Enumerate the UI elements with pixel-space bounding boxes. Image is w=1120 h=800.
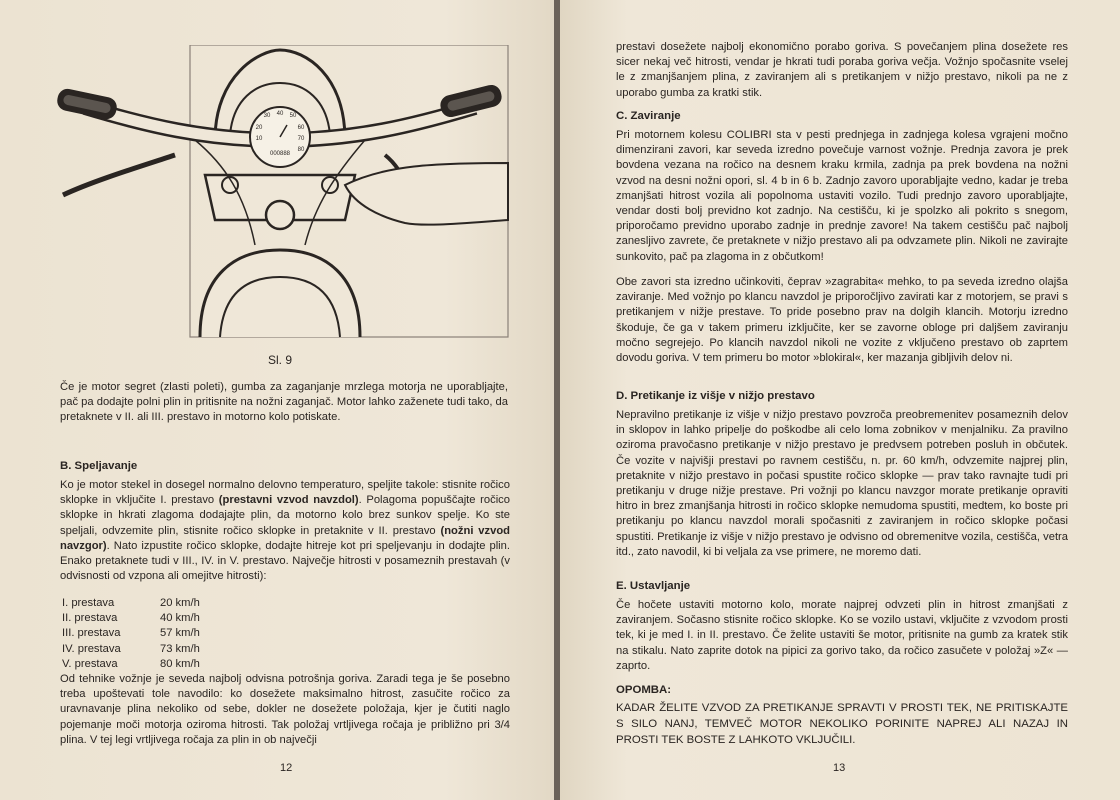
gear-cell: IV. prestava (62, 642, 121, 655)
speed-cell: 20 km/h (160, 597, 200, 609)
speedo-label: 10 (255, 136, 263, 142)
figure-caption: Sl. 9 (268, 353, 293, 367)
section-d-heading: D. Pretikanje iz višje v nižjo prestavo (616, 390, 815, 402)
page-number: 13 (833, 762, 846, 774)
gear-cell: III. prestava (62, 627, 121, 640)
continuation-paragraph (616, 40, 1068, 101)
paragraph-text: Obe zavori sta izredno učinkoviti, čeprav »zagrabita« mehko, to pa seveda izredno olajša zaviranje. Med vožnjo po klancu navzdol je priporočljivo zavirati kar z motorjem, se pravi s pretikanjem v nižje prestave. To pride posebno prav na dolgih klancih. Motorju izredno škoduje, če ga v takem primeru izključite, ker se zavorne obloge pri daljšem zaviranju močno segrejejo. Po klancih navzdol nikoli ne vozite z vključeno prestavo ob zaprtem dovodu goriva. V tem primeru bo motor »blokiral«, ker mazanja gibljivih delov ni. (616, 276, 1068, 365)
left-page (0, 0, 556, 800)
speedo-label: 80 (297, 147, 305, 153)
paragraph-text: Pri motornem kolesu COLIBRI sta v pesti prednjega in zadnjega kolesa vgrajeni močno dimenzirani zavori, kar seveda izredno povečuje varnost vožnje. Prednja zavora je prek bovdena vezana na ročico na desnem kraku krmila, zadnja pa prek bovdena na nožni vzvod na desni nožni opori, sl. 4 b in 6 b. Zadnjo zavoro uporabljajte vedno, kadar je treba zmanjšati hitrost vozila ali popolnoma ustaviti vozilo. Tudi prednjo zavoro uporabljajte, vendar dosti bolj previdno kot zadnjo. Na cestišču, ki je spolzko ali pokrito s snegom, priporočamo previdno uporabo zadnje in prednje zavore! Na takem cestišču pač najbolj zanesljivo zavrete, če pretaknete v nižjo prestavo ali pa odvzamete plin. Nikoli ne zavirajte sunkovito, pač pa zlagoma in z občutkom! (616, 129, 1068, 263)
speedo-label: 70 (297, 136, 305, 142)
paragraph-text: Če je motor segret (zlasti poleti), gumba za zaganjanje mrzlega motorja ne uporabljajte, pač pa dodajte polni plin in pritisnite na nožni zaganjač. Motor lahko zaženete tudi tako, da pretaknete v II. ali III. prestavo in motorno kolo potiskate. (60, 381, 508, 424)
speedo-label: 60 (297, 125, 305, 131)
paragraph-text: Ko je motor stekel in dosegel normalno delovno temperaturo, speljite takole: stisnite ročico sklopke in vključite I. prestavo (60, 479, 510, 507)
gear-cell: II. prestava (62, 612, 118, 625)
speedo-label: 20 (255, 125, 263, 131)
speedo-label: 50 (289, 113, 297, 119)
bold-phrase: (prestavni vzvod navzdol) (218, 494, 359, 507)
speedo-label: 40 (276, 111, 284, 117)
section-c-heading: C. Zaviranje (616, 110, 681, 122)
page-number: 12 (280, 762, 293, 774)
intro-paragraph (60, 380, 508, 426)
table-row (62, 642, 200, 657)
paragraph-text: Če hočete ustaviti motorno kolo, morate najprej odvzeti plin in hitrost zmanjšati z zaviranjem. Sočasno stisnite ročico sklopke. Ko se vozilo ustavi, vključite z vzvodom prosti tek, ki je med I. in II. prestavo. Če želite ustaviti še motor, pritisnite na gumb za kratek stik na stikalu. Nato zaprite dotok na pipici za gorivo tako, da ročico zasučete v položaj »Z« — zaprto. (616, 599, 1068, 672)
section-b-paragraph-1 (60, 478, 510, 584)
table-row (62, 611, 200, 626)
section-b-paragraph-2 (60, 672, 510, 748)
section-e-paragraph (616, 598, 1068, 674)
paragraph-text: Od tehnike vožnje je seveda najbolj odvisna potrošnja goriva. Zaradi tega je še posebno treba upoštevati tole navodilo: ko dosežete maksimalno hitrost, zasučite ročico za uravnavanje plina nekoliko od sebe, dokler ne dosežete položaja, kjer je čutiti naglo pojemanje moči motorja oziroma hitrosti. Tak položaj vrtljivega ročaja je približno pri 3/4 plina. V tej legi vrtljivega ročaja za plin in ob največji (60, 673, 510, 746)
gear-cell: I. prestava (62, 597, 115, 609)
gear-speed-table (62, 596, 200, 672)
section-e-heading: E. Ustavljanje (616, 580, 691, 592)
paragraph-text: . Nato izpustite ročico sklopke, dodajte hitreje kot pri speljevanju in dodajte plin. Enako pretaknete tudi v III., IV. in V. prestavo. Največje hitrosti v posameznih prestavah (v odvisnosti od vzpona ali omejitve hitrosti): (60, 539, 510, 583)
paragraph-text: prestavi dosežete najbolj ekonomično porabo goriva. S povečanjem plina dosežete res sicer nekaj več hitrosti, vendar je hkrati tudi poraba goriva večja. Vožnjo spočasnite vselej le z zmanjšanjem plina, z zaviranjem ali s pretikanjem v nižjo prestavo, nikoli pa ne z uporabo gumba za kratki stik. (616, 41, 1068, 99)
speed-cell: 80 km/h (160, 657, 200, 670)
table-row (62, 596, 200, 611)
paragraph-text: Nepravilno pretikanje iz višje v nižjo prestavo povzroča preobremenitev posameznih delov in sklopov in lahko pripelje do poškodbe ali celo loma zobnikov v menjalniku. Za pravilno oziroma pravočasno pretikanje v nižjo prestavo je predvsem potreben posluh in občutek. Če vozite v najvišji prestavi po ravnem cestišču, n. pr. 60 km/h, odvzemite najprej plin, pretaknite v nižjo prestavo in počasi spustite ročico sklopke — prav tako ravnajte tudi pri pretikanju v druge nižje prestave. Pri vožnji po klancu navzgor morate pretikanje opraviti hitro in brez zmanjšanja hitrosti in ročico sklopke nemudoma spustiti, medtem, ko boste pri pretikanju po klancu navzdol morali spočasniti z zaviranjem in ročico sklopke počasi spustiti. Pretikanje iz višje v nižjo prestavo je odvisno od obremenitve vozila, cestišča, vetra itd., zato navodil, ki bi veljala za vse primere, ne moremo dati. (616, 409, 1068, 558)
section-c-paragraph-2 (616, 275, 1068, 366)
paragraph-text: KADAR ŽELITE VZVOD ZA PRETIKANJE SPRAVTI V PROSTI TEK, NE PRITISKAJTE S SILO NANJ, TEMVEČ MOTOR NEKOLIKO PORINITE NAPREJ ALI NAZAJ IN PROSTI TEK BOSTE Z LAHKOTO VKLJUČILI. (616, 702, 1068, 746)
bold-phrase: (nožni vzvod navzgor) (60, 524, 510, 552)
note-text (616, 700, 1068, 748)
speedo-label: 30 (263, 113, 271, 119)
section-c-paragraph-1 (616, 128, 1068, 265)
table-row (62, 626, 200, 641)
speed-cell: 40 km/h (160, 612, 200, 625)
section-d-paragraph (616, 408, 1068, 560)
note-heading: OPOMBA: (616, 684, 672, 696)
right-page (560, 0, 1120, 800)
gear-cell: V. prestava (62, 657, 118, 670)
handlebar-illustration (55, 45, 510, 345)
speed-cell: 73 km/h (160, 642, 200, 655)
table-row (62, 657, 200, 672)
speedo-odometer: 000888 (269, 151, 291, 157)
speed-cell: 57 km/h (160, 627, 200, 640)
section-b-heading: B. Speljavanje (60, 460, 138, 472)
paragraph-text: . Polagoma popuščajte ročico sklopke in hkrati zlagoma dodajajte plin, da motorno kolo brez sunkov spelje. Ko ste speljali, odvzemite plin, stisnite ročico sklopke in pretaknite v II. prestavo (60, 494, 510, 537)
